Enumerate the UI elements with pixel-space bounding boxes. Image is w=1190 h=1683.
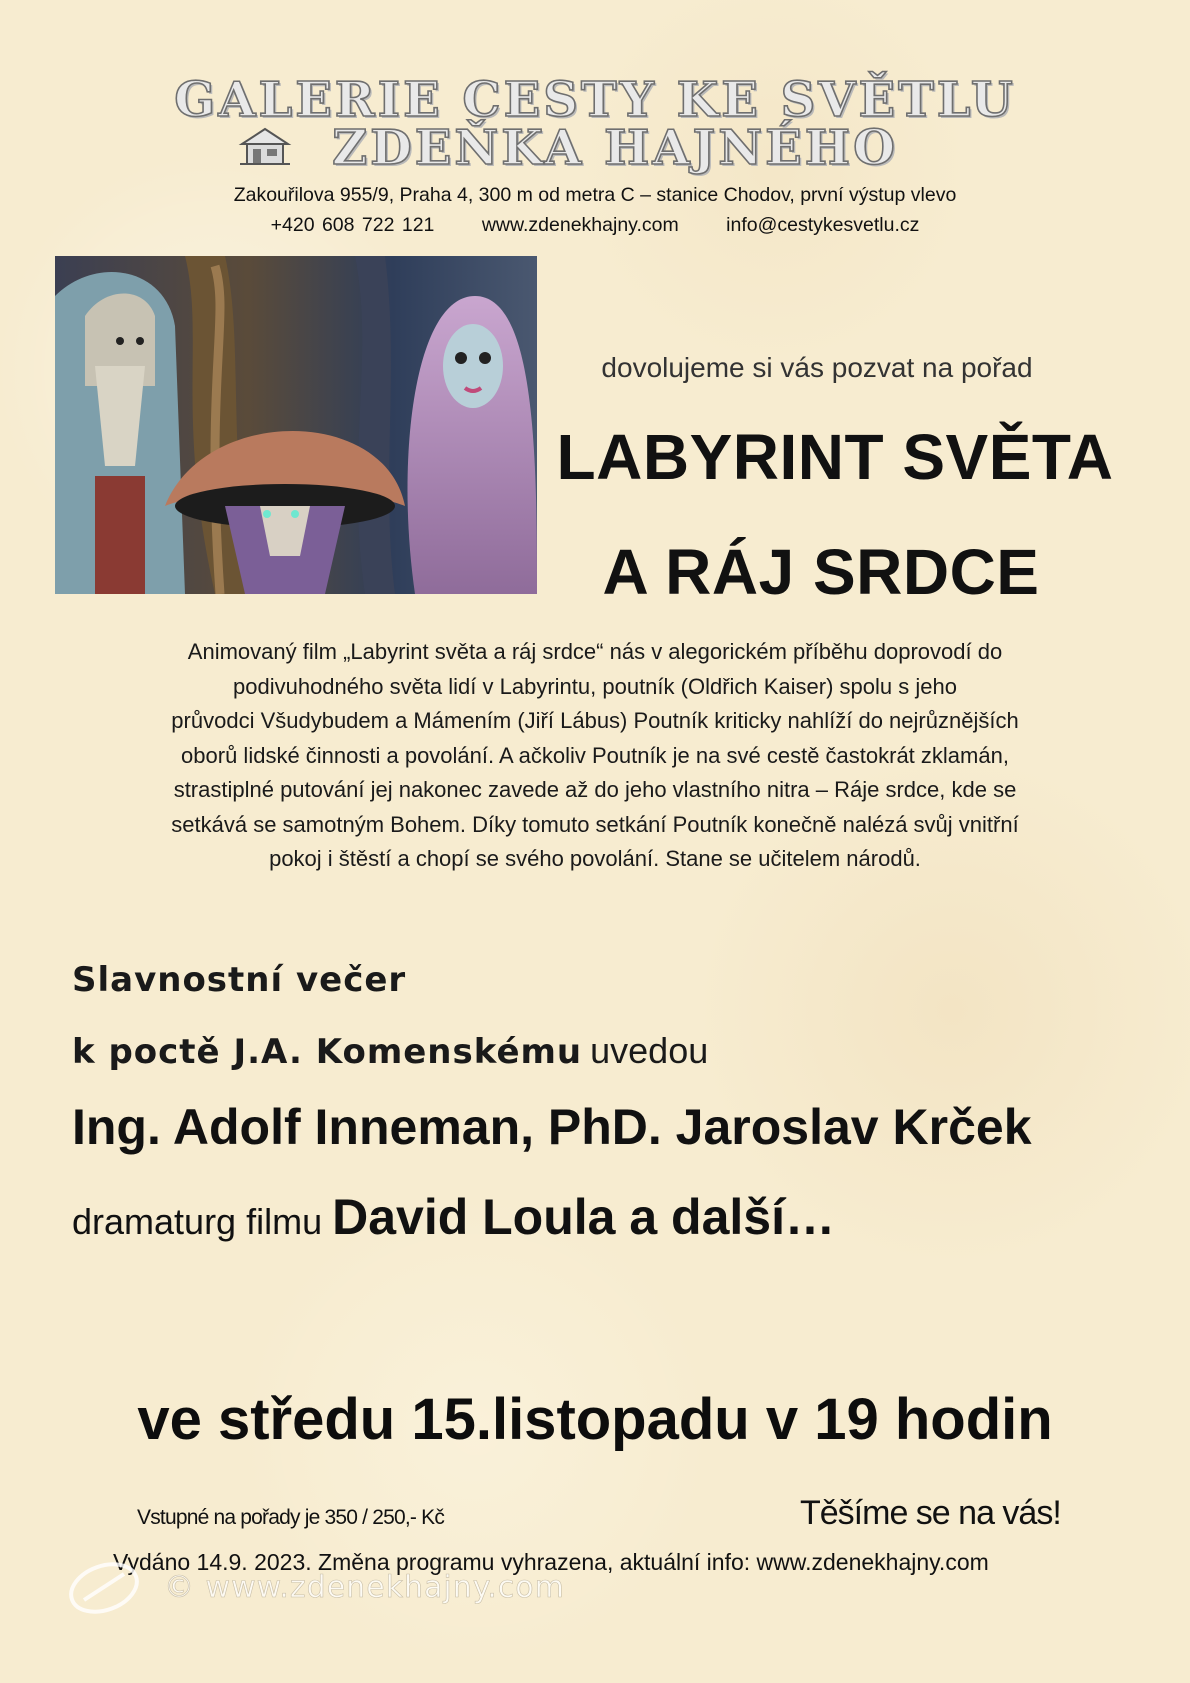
- description-line: Animovaný film „Labyrint světa a ráj srdce“ nás v alegorickém příběhu doprovodí do: [187, 639, 1003, 664]
- gallery-title-line-2: ZDEŇKA HAJNÉHO: [332, 120, 898, 176]
- closing-greeting: Těšíme se na vás!: [800, 1494, 1061, 1532]
- event-title-line-1: LABYRINT SVĚTA: [556, 421, 1114, 493]
- contact-line: [0, 214, 1190, 237]
- admission-price: Vstupné na pořady je 350 / 250,- Kč: [137, 1506, 445, 1529]
- dramaturg-label: dramaturg filmu: [72, 1201, 323, 1242]
- event-title-line-2: A RÁJ SRDCE: [602, 536, 1040, 608]
- dedication-text: k poctě J.A. Komenskému: [72, 1032, 583, 1072]
- gallery-title-line-1: GALERIE CESTY KE SVĚTLU: [174, 72, 1016, 128]
- watermark-text: © www.zdenekhajny.com: [164, 1570, 565, 1605]
- phone-number: +420 608 722 121: [270, 214, 435, 236]
- invitation-lead: dovolujeme si vás pozvat na pořad: [601, 352, 1033, 383]
- issue-note: Vydáno 14.9. 2023. Změna programu vyhrazena, aktuální info: www.zdenekhajny.com: [113, 1549, 989, 1575]
- evening-dedication: [72, 1030, 708, 1072]
- copyright-watermark: [64, 1560, 624, 1620]
- film-description: [95, 635, 1095, 877]
- dedication-suffix: uvedou: [590, 1030, 709, 1071]
- description-line: podivuhodného světa lidí v Labyrintu, poutník (Oldřich Kaiser) spolu s jeho: [233, 673, 957, 699]
- description-line: strastiplné putování jej nakonec zavede až do jeho vlastního nitra – Ráje srdce, kde se: [173, 777, 1017, 802]
- description-line: oborů lidské činnosti a povolání. A ačkoliv Poutník je na své cestě častokrát zklamán,: [181, 742, 1009, 768]
- description-line: pokoj i štěstí a chopí se svého povolání. Stane se učitelem národů.: [269, 846, 921, 871]
- website-link[interactable]: www.zdenekhajny.com: [481, 214, 679, 236]
- animated-film-characters-illustration: [55, 256, 537, 594]
- dramaturg-name: David Loula a další…: [332, 1189, 835, 1245]
- dramaturg-line: [72, 1188, 835, 1246]
- email-link[interactable]: info@cestykesvetlu.cz: [726, 214, 920, 236]
- gallery-address: Zakouřilova 955/9, Praha 4, 300 m od metra C – stanice Chodov, první výstup vlevo: [233, 184, 957, 206]
- speakers-names: Ing. Adolf Inneman, PhD. Jaroslav Krček: [72, 1099, 1032, 1155]
- evening-heading: Slavnostní večer: [72, 960, 407, 1000]
- description-line: průvodci Všudybudem a Mámením (Jiří Lábus) Poutník kriticky nahlíží do nejrůznějších: [171, 708, 1019, 733]
- event-date: ve středu 15.listopadu v 19 hodin: [137, 1387, 1053, 1452]
- description-line: setkává se samotným Bohem. Díky tomuto setkání Poutník konečně nalézá svůj vnitřní: [171, 811, 1019, 837]
